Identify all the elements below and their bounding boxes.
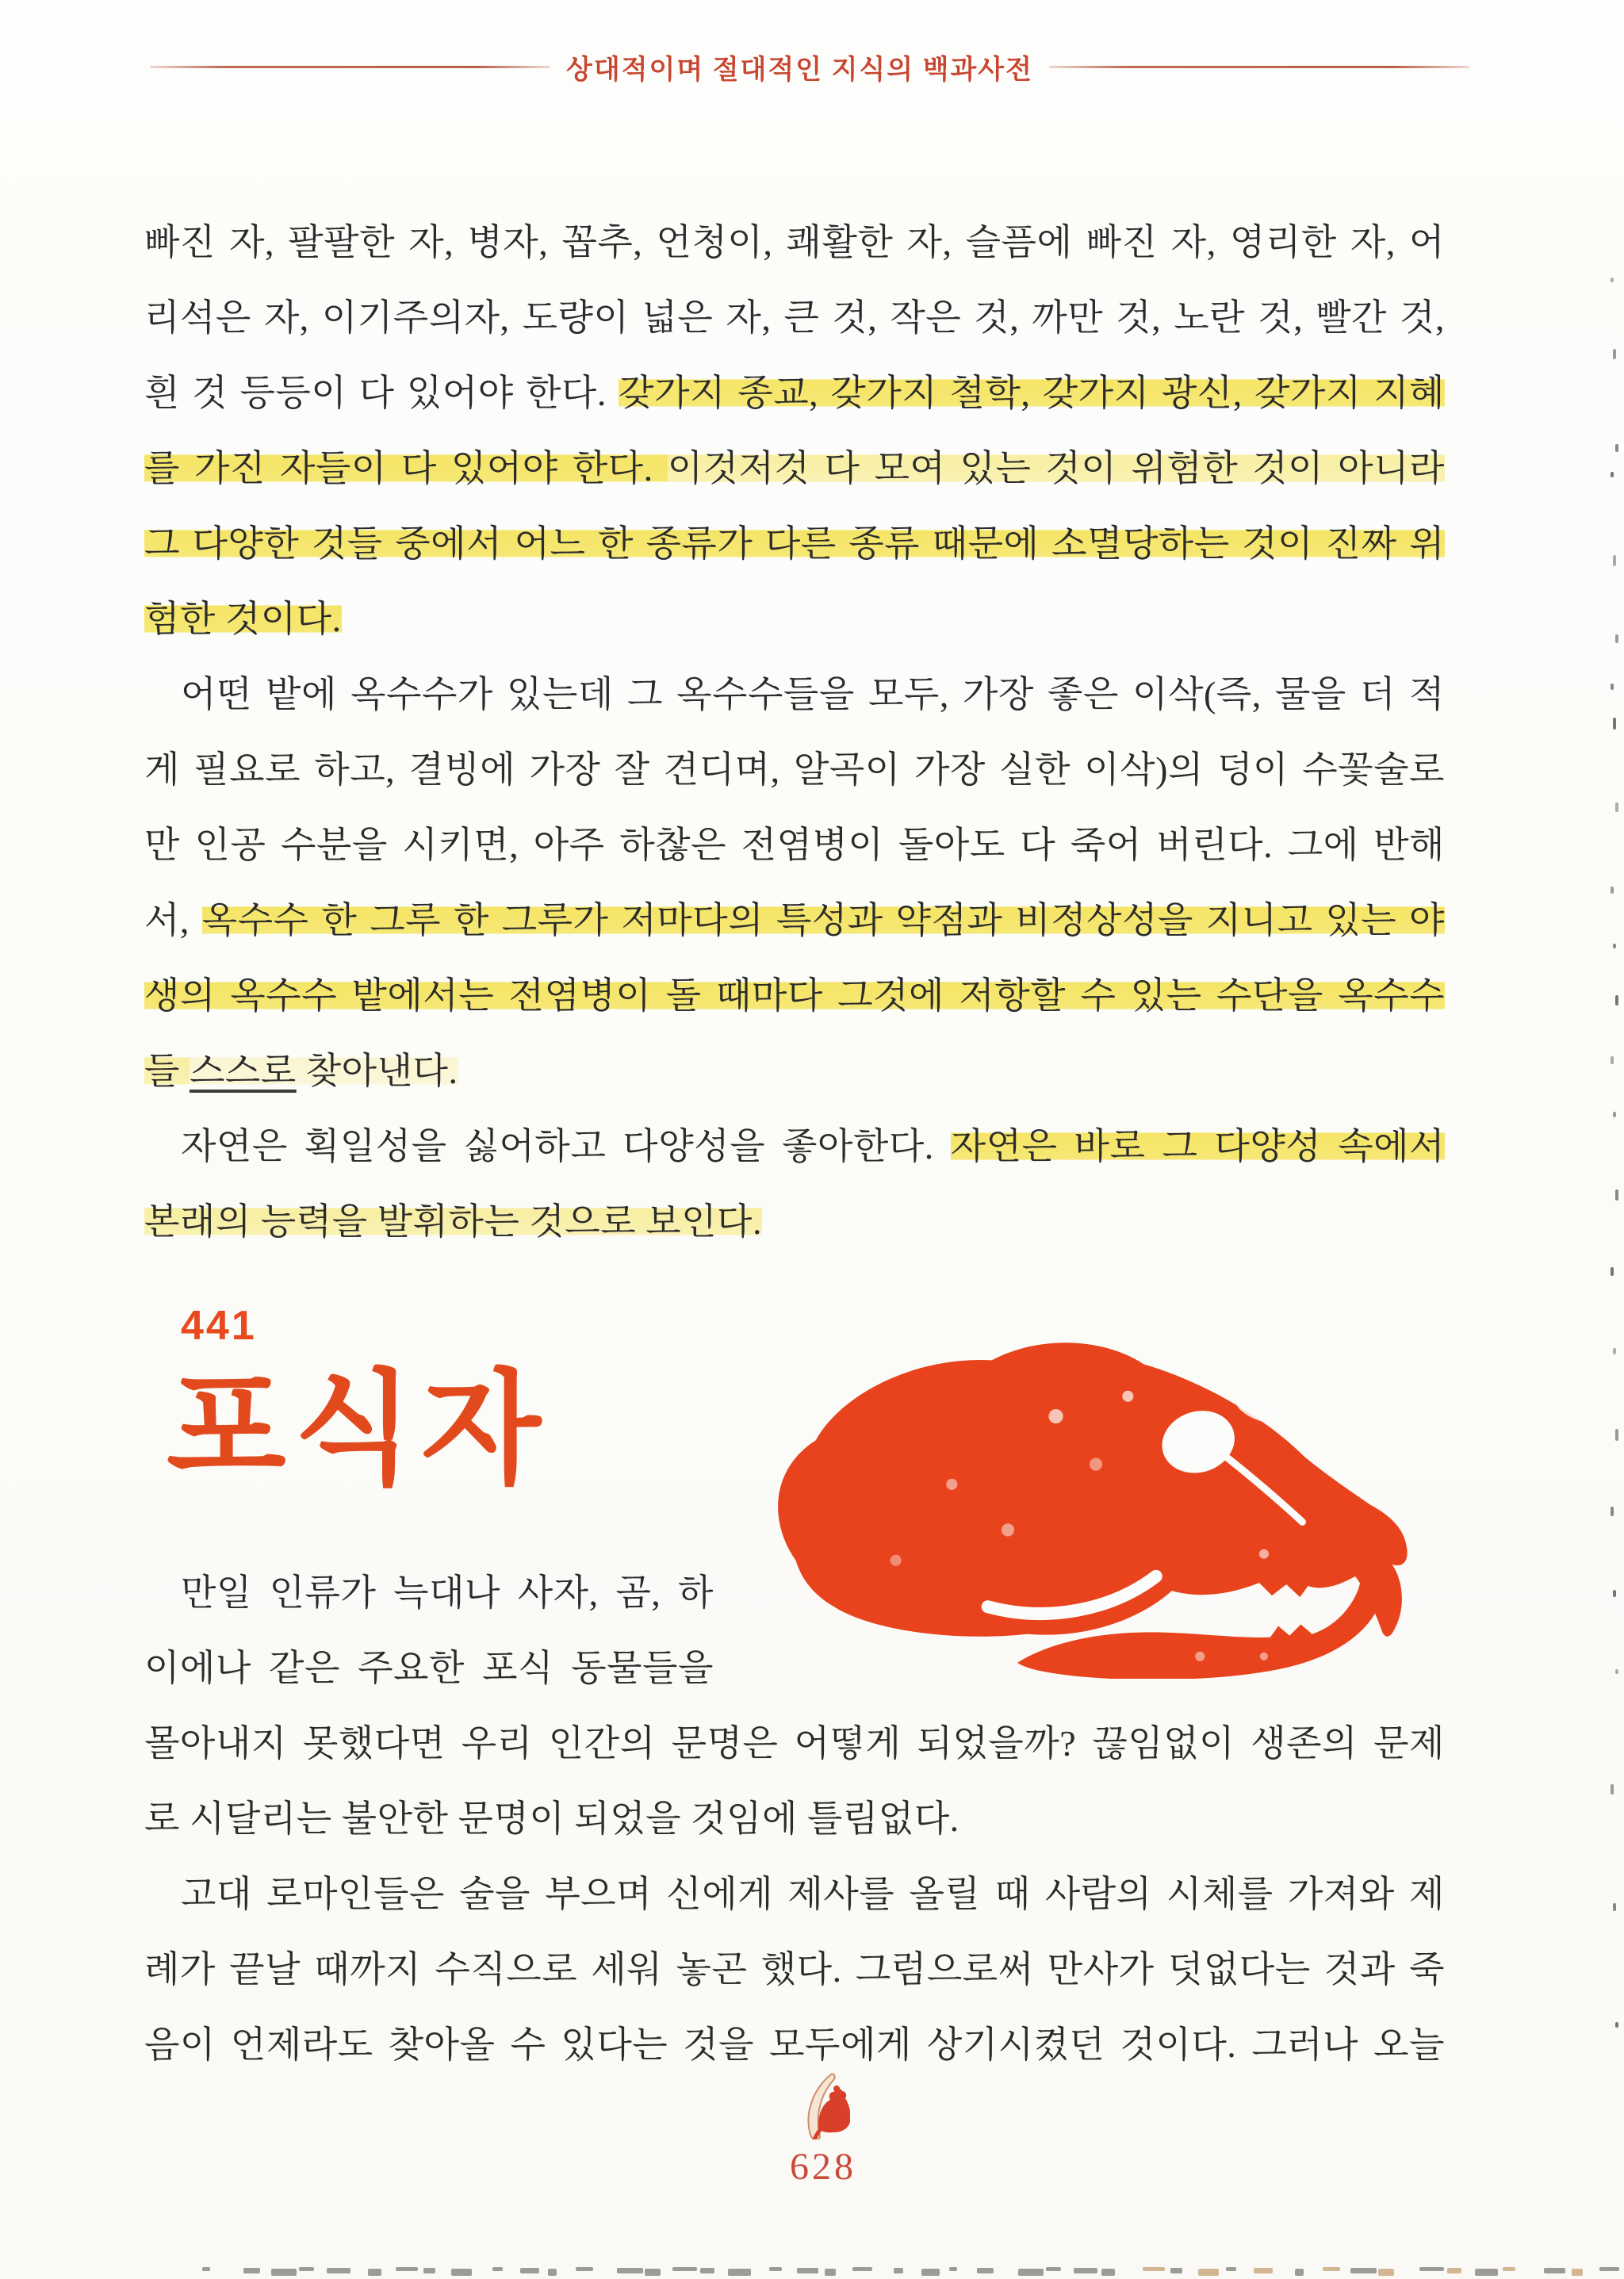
highlighted-text: 이것저것 다 모여 있는 것이 위험한 것이 아니라 — [667, 448, 1445, 488]
scan-artifact — [1378, 2269, 1394, 2276]
scan-artifact — [977, 2268, 994, 2273]
section-number: 441 — [181, 1303, 257, 1349]
scan-artifact — [451, 2269, 472, 2276]
text-line — [144, 1033, 1445, 1109]
page-footer — [11, 2071, 1624, 2189]
highlighted-text: 자연은 바로 그 다양성 속에서 — [950, 1126, 1445, 1166]
scan-artifact — [921, 2269, 940, 2276]
body-text: 흰 것 등등이 다 있어야 한다. — [144, 373, 619, 413]
scan-artifact — [1615, 2022, 1618, 2028]
text-block-bottom — [144, 1555, 1445, 2082]
scan-artifact — [1611, 1267, 1614, 1276]
body-text: 례가 끝날 때까지 수직으로 세워 놓곤 했다. 그럼으로써 만사가 덧없다는 것과 죽 — [144, 1949, 1445, 1990]
text-line — [144, 280, 1445, 355]
highlighted-text: 찾아낸다. — [296, 1051, 458, 1091]
text-line — [144, 732, 1445, 807]
scan-artifact — [243, 2268, 260, 2273]
scan-artifact — [1613, 944, 1616, 948]
highlighted-text: 를 가진 자들이 다 있어야 한다. — [144, 448, 668, 488]
text-line — [144, 1932, 1445, 2007]
scan-artifact — [1613, 555, 1616, 566]
scan-artifact — [548, 2269, 557, 2276]
page-number: 628 — [790, 2146, 856, 2188]
highlighted-text: 본래의 능력을 발휘하는 것으로 보인다. — [144, 1201, 762, 1242]
body-text: 음이 언제라도 찾아올 수 있다는 것을 모두에게 상기시켰던 것이다. 그러나 오늘 — [144, 2024, 1445, 2065]
highlighted-text: 들 — [144, 1051, 190, 1091]
highlighted-text: 옥수수 한 그루 한 그루가 저마다의 특성과 약점과 비정상성을 지니고 있는 야 — [201, 900, 1445, 940]
text-line — [144, 205, 1445, 280]
section-title: 포식자 — [167, 1362, 550, 1499]
body-text: 만 인공 수분을 시키면, 아주 하찮은 전염병이 돌아도 다 죽어 버린다. 그에 반해 — [144, 825, 1445, 865]
scan-artifact — [1613, 349, 1616, 359]
scan-artifact — [1611, 1507, 1614, 1516]
highlighted-text: 그 다양한 것들 중에서 어느 한 종류가 다른 종류 때문에 소멸당하는 것이 진짜 위 — [144, 523, 1445, 564]
scan-artifact — [949, 2267, 957, 2271]
scan-artifact — [492, 2267, 503, 2271]
scan-artifact — [1615, 802, 1618, 812]
scan-artifact — [672, 2267, 697, 2271]
highlighted-text: 생의 옥수수 밭에서는 전염병이 돌 때마다 그것에 저항할 수 있는 수단을 옥수수 — [144, 975, 1445, 1016]
scan-artifact — [1613, 1903, 1616, 1911]
scan-artifact — [1613, 718, 1616, 730]
text-line — [144, 355, 1445, 431]
scan-artifact — [520, 2268, 539, 2273]
scan-artifact — [894, 2268, 903, 2273]
scan-artifact — [1226, 2267, 1236, 2271]
running-head-rule-left — [150, 66, 550, 68]
body-text: 리석은 자, 이기주의자, 도량이 넓은 자, 큰 것, 작은 것, 까만 것, 노란 것, 빨간 것, — [144, 297, 1445, 338]
scan-artifact — [1615, 995, 1618, 1005]
scan-artifact — [825, 2269, 836, 2276]
text-line — [144, 1706, 1445, 1781]
text-line — [144, 883, 1445, 958]
scan-artifact — [1599, 2267, 1619, 2271]
scan-artifact — [1018, 2269, 1044, 2276]
scan-artifact — [1143, 2267, 1165, 2271]
scan-artifact — [1419, 2267, 1444, 2271]
scan-artifact — [576, 2267, 593, 2271]
scan-artifact — [728, 2269, 751, 2276]
scan-artifact — [1323, 2267, 1340, 2271]
scan-artifact — [1198, 2269, 1219, 2276]
scan-artifact — [1611, 472, 1614, 477]
text-line — [144, 657, 1445, 732]
scan-artifact — [1572, 2269, 1583, 2276]
text-line — [144, 1856, 1445, 1932]
scan-artifact — [423, 2268, 435, 2273]
highlighted-text: 스스로 — [189, 1051, 297, 1091]
rat-on-crescent-icon — [796, 2071, 850, 2139]
body-text: 고대 로마인들은 술을 부으며 신에게 제사를 올릴 때 사람의 시체를 가져와 제 — [181, 1874, 1445, 1914]
scan-artifact — [327, 2268, 350, 2273]
scan-artifact — [1544, 2268, 1565, 2273]
body-text: 빠진 자, 팔팔한 자, 병자, 꼽추, 언청이, 쾌활한 자, 슬픔에 빠진 자, 영리한 자, 어 — [144, 222, 1445, 262]
text-line — [144, 958, 1445, 1033]
body-text: 이에나 같은 주요한 포식 동물들을 — [144, 1648, 714, 1688]
scan-artifact — [1170, 2268, 1182, 2273]
scan-artifact — [1475, 2269, 1498, 2276]
body-text: 어떤 밭에 옥수수가 있는데 그 옥수수들을 모두, 가장 좋은 이삭(즉, 물을 더 적 — [181, 674, 1445, 714]
scan-artifact — [368, 2269, 381, 2276]
scan-artifact — [396, 2267, 418, 2271]
scan-artifact — [1613, 1348, 1616, 1354]
scan-artifact — [1046, 2267, 1061, 2271]
scan-artifact — [1101, 2269, 1115, 2276]
body-text: 몰아내지 못했다면 우리 인간의 문명은 어떻게 되었을까? 끊임없이 생존의 문제 — [144, 1723, 1445, 1764]
scan-artifact — [1447, 2268, 1461, 2273]
scan-artifact — [1613, 1112, 1616, 1117]
scan-artifact — [797, 2268, 818, 2273]
text-line — [144, 1109, 1445, 1184]
text-line — [144, 1781, 1445, 1856]
scan-artifact — [1611, 1784, 1614, 1794]
scan-artifact — [1615, 634, 1618, 643]
scan-artifact — [1615, 1669, 1618, 1674]
running-head-rule-right — [1049, 66, 1469, 68]
text-line — [144, 1555, 714, 1630]
body-text: 자연은 획일성을 싫어하고 다양성을 좋아한다. — [181, 1126, 951, 1166]
scan-artifact — [1350, 2268, 1377, 2273]
scan-artifact — [1613, 1590, 1616, 1597]
body-text: 게 필요로 하고, 결빙에 가장 잘 견디며, 알곡이 가장 실한 이삭)의 덩이 수꽃술로 — [144, 749, 1445, 790]
scan-artifact — [1611, 278, 1614, 282]
scan-artifact — [1074, 2268, 1097, 2273]
scan-artifact — [1615, 1189, 1618, 1201]
running-head — [145, 48, 1474, 86]
highlighted-text: 험한 것이다. — [144, 599, 342, 639]
scan-artifact — [271, 2269, 297, 2276]
body-text: 만일 인류가 늑대나 사자, 곰, 하 — [181, 1572, 714, 1613]
scan-artifact — [202, 2267, 210, 2271]
text-line — [144, 1630, 714, 1706]
scan-artifact — [1295, 2269, 1304, 2276]
text-line — [144, 506, 1445, 581]
body-text: 서, — [144, 900, 202, 940]
scan-artifact — [1503, 2267, 1515, 2271]
scan-artifact — [700, 2268, 714, 2273]
text-line — [144, 581, 1445, 657]
running-head-title: 상대적이며 절대적인 지식의 백과사전 — [565, 55, 1033, 85]
scan-artifact — [1611, 1056, 1614, 1064]
scan-artifact — [769, 2267, 782, 2271]
body-text: 로 시달리는 불안한 문명이 되었을 것임에 틀림없다. — [144, 1798, 959, 1839]
text-line — [144, 807, 1445, 883]
highlighted-text: 갖가지 종교, 갖가지 철학, 갖가지 광신, 갖가지 지혜 — [619, 373, 1445, 413]
scan-artifact — [1615, 1429, 1618, 1441]
scan-artifact — [617, 2268, 643, 2273]
scan-artifact — [1611, 684, 1614, 690]
text-line — [144, 431, 1445, 506]
scan-artifact — [299, 2267, 314, 2271]
text-line — [144, 1184, 1445, 1259]
scan-artifact — [852, 2267, 872, 2271]
scan-artifact — [645, 2269, 661, 2276]
scan-artifact — [1615, 444, 1618, 452]
text-block-top — [144, 205, 1445, 1259]
scan-artifact — [1611, 887, 1614, 894]
scan-artifact — [1254, 2268, 1273, 2273]
